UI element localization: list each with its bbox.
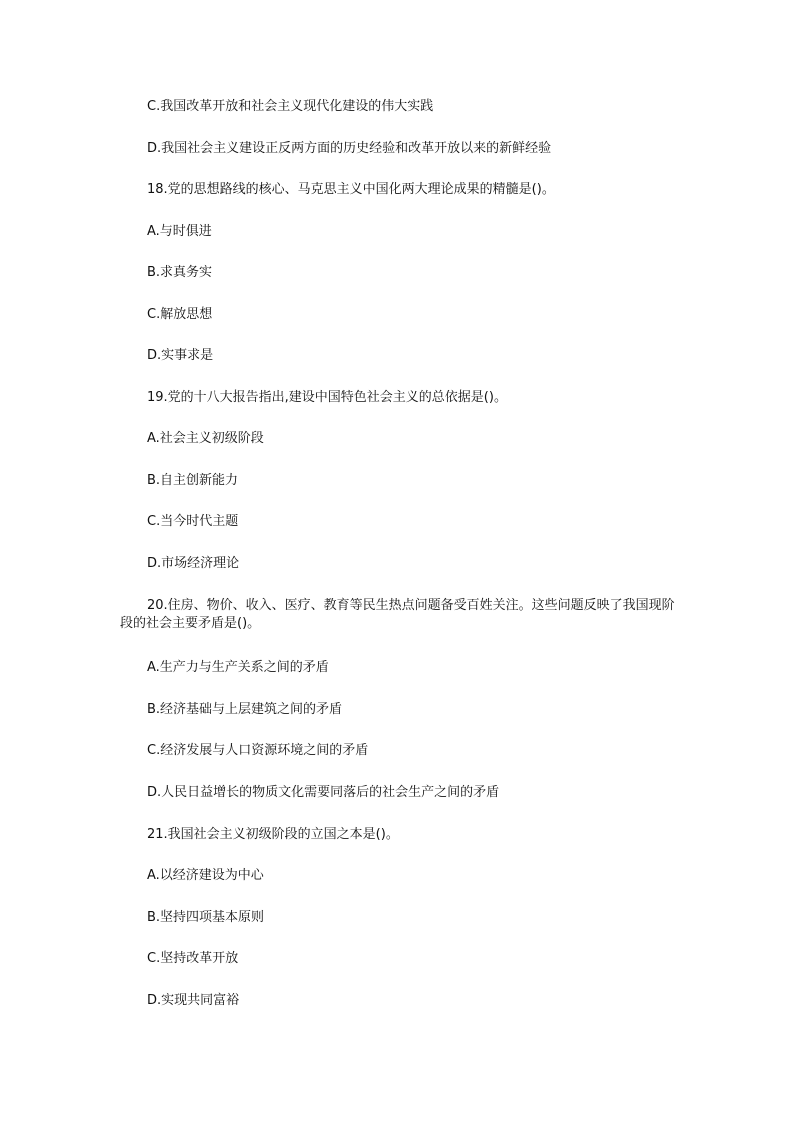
option-21b: B.坚持四项基本原则 [147,910,265,925]
option-21a: A.以经济建设为中心 [147,868,264,883]
option-18b: B.求真务实 [147,265,213,280]
option-19c: C.当今时代主题 [147,514,239,529]
question-19: 19.党的十八大报告指出,建设中国特色社会主义的总依据是()。 [147,390,507,405]
question-18: 18.党的思想路线的核心、马克思主义中国化两大理论成果的精髓是()。 [147,182,555,197]
option-18c: C.解放思想 [147,307,213,322]
option-20a: A.生产力与生产关系之间的矛盾 [147,660,329,675]
option-17c: C.我国改革开放和社会主义现代化建设的伟大实践 [147,99,434,114]
option-20c: C.经济发展与人口资源环境之间的矛盾 [147,743,369,758]
question-21: 21.我国社会主义初级阶段的立国之本是()。 [147,827,399,842]
option-19d: D.市场经济理论 [147,556,240,571]
option-20b: B.经济基础与上层建筑之间的矛盾 [147,702,343,717]
option-20d: D.人民日益增长的物质文化需要同落后的社会生产之间的矛盾 [147,785,500,800]
option-21c: C.坚持改革开放 [147,951,239,966]
option-21d: D.实现共同富裕 [147,993,240,1008]
option-19b: B.自主创新能力 [147,473,239,488]
option-18a: A.与时俱进 [147,224,212,239]
question-20: 20.住房、物价、收入、医疗、教育等民生热点问题备受百姓关注。这些问题反映了我国现阶段的社会主要矛盾是()。 [120,598,675,631]
option-17d: D.我国社会主义建设正反两方面的历史经验和改革开放以来的新鲜经验 [147,141,552,156]
option-18d: D.实事求是 [147,348,214,363]
option-19a: A.社会主义初级阶段 [147,431,264,446]
